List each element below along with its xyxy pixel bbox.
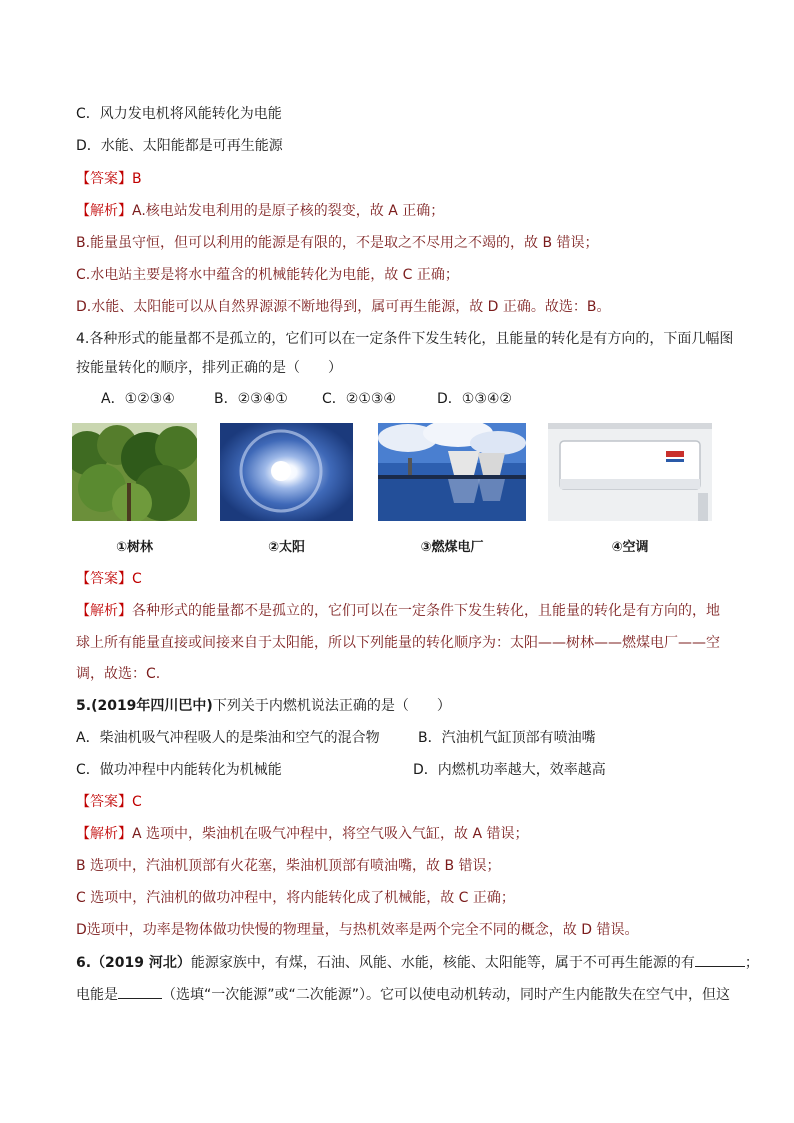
forest-image — [72, 423, 197, 521]
q5-analysis-2: B 选项中，汽油机顶部有火花塞，柴油机顶部有喷油嘴，故 B 错误； — [76, 858, 501, 874]
question-number: 6. — [76, 955, 92, 971]
answer-value: C — [132, 571, 142, 587]
q4-option-b: B．②③④① — [214, 391, 288, 407]
q5-option-d: D．内燃机功率越大，效率越高 — [413, 762, 606, 778]
question-text: 下列关于内燃机说法正确的是（ ） — [212, 698, 451, 714]
question-text: 能源家族中，有煤，石油、风能、水能，核能、太阳能等，属于不可再生能源的有 — [190, 955, 695, 971]
power-plant-image — [378, 423, 526, 521]
q5-analysis-3: C 选项中，汽油机的做功冲程中，将内能转化成了机械能，故 C 正确； — [76, 890, 515, 906]
q3-option-c: C．风力发电机将风能转化为电能 — [76, 106, 282, 122]
q3-answer — [76, 169, 142, 189]
answer-label: 【答案】 — [76, 571, 132, 587]
q5-answer — [76, 792, 142, 812]
analysis-label: 【解析】 — [76, 603, 132, 619]
question-source: （2019 河北） — [91, 955, 191, 971]
q3-analysis-1 — [76, 201, 444, 221]
question-text: 电能是 — [76, 987, 118, 1003]
q4-analysis-3: 调，故选：C. — [76, 666, 161, 682]
q4-stem-2: 按能量转化的顺序，排列正确的是（ ） — [76, 360, 342, 376]
air-conditioner-image — [548, 423, 712, 521]
q5-option-b: B．汽油机气缸顶部有喷油嘴 — [418, 730, 596, 746]
q4-answer — [76, 569, 142, 589]
analysis-label: 【解析】 — [76, 826, 132, 842]
question-text-end: ； — [744, 955, 759, 971]
q4-option-d: D．①③④② — [437, 391, 512, 407]
analysis-text: A.核电站发电利用的是原子核的裂变，故 A 正确； — [132, 203, 445, 219]
air-conditioner-caption: ④空调 — [611, 540, 649, 555]
q6-line-2 — [76, 984, 730, 1005]
q6-stem — [76, 952, 759, 973]
question-text-cont: （选填“一次能源”或“二次能源”）。它可以使电动机转动，同时产生内能散失在空气中，但这 — [162, 987, 731, 1003]
sun-image — [220, 423, 353, 521]
answer-blank-1[interactable] — [695, 952, 745, 967]
answer-value: C — [132, 794, 142, 810]
q5-option-c: C．做功冲程中内能转化为机械能 — [76, 762, 282, 778]
q3-analysis-4: D.水能、太阳能可以从自然界源源不断地得到，属可再生能源，故 D 正确。故选：B。 — [76, 299, 611, 315]
analysis-label: 【解析】 — [76, 203, 132, 219]
q5-option-a: A．柴油机吸气冲程吸人的是柴油和空气的混合物 — [76, 730, 380, 746]
q4-option-a: A．①②③④ — [101, 391, 175, 407]
q3-option-d: D．水能、太阳能都是可再生能源 — [76, 138, 283, 154]
question-source: (2019年四川巴中) — [91, 698, 213, 714]
answer-label: 【答案】 — [76, 794, 132, 810]
question-number: 5. — [76, 698, 92, 714]
q4-option-c: C．②①③④ — [322, 391, 396, 407]
q4-analysis-2: 球上所有能量直接或间接来自于太阳能，所以下列能量的转化顺序为：太阳——树林——燃煤电厂——空 — [76, 635, 720, 651]
q5-analysis-1 — [76, 824, 529, 844]
q4-stem-1: 4.各种形式的能量都不是孤立的，它们可以在一定条件下发生转化，且能量的转化是有方向的，下面几幅图 — [76, 331, 734, 347]
answer-value: B — [132, 171, 142, 187]
q5-analysis-4: D选项中，功率是物体做功快慢的物理量，与热机效率是两个完全不同的概念，故 D 错误。 — [76, 922, 639, 938]
answer-label: 【答案】 — [76, 171, 132, 187]
forest-caption: ①树林 — [115, 540, 153, 555]
q3-analysis-3: C.水电站主要是将水中蕴含的机械能转化为电能，故 C 正确； — [76, 267, 459, 283]
answer-blank-2[interactable] — [118, 984, 162, 999]
analysis-text: A 选项中，柴油机在吸气冲程中，将空气吸入气缸，故 A 错误； — [132, 826, 529, 842]
q4-analysis-1 — [76, 601, 720, 621]
sun-caption: ②太阳 — [267, 540, 305, 555]
q3-analysis-2: B.能量虽守恒，但可以利用的能源是有限的，不是取之不尽用之不竭的，故 B 错误； — [76, 235, 599, 251]
analysis-text: 各种形式的能量都不是孤立的，它们可以在一定条件下发生转化，且能量的转化是有方向的，地 — [132, 603, 720, 619]
power-plant-caption: ③燃煤电厂 — [420, 540, 484, 555]
q5-stem — [76, 696, 451, 716]
